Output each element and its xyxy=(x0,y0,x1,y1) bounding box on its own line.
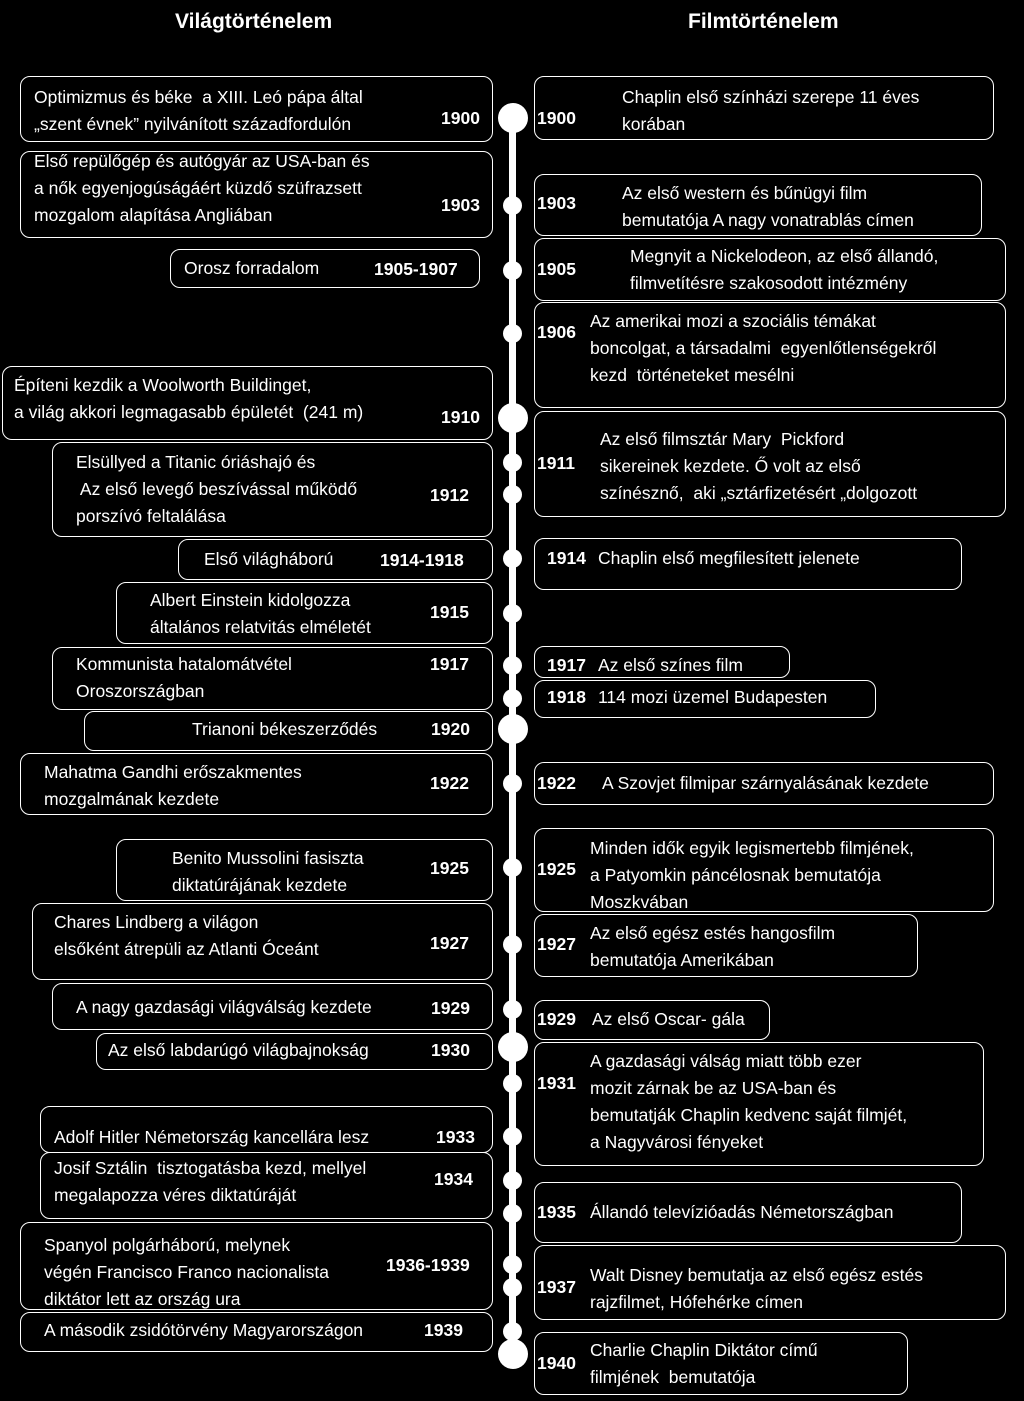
film-event-text-line: mozit zárnak be az USA-ban és xyxy=(590,1078,837,1098)
film-event-text-line: boncolgat, a társadalmi egyenlőtlenségekről xyxy=(590,338,937,358)
film-event-text-line: korában xyxy=(622,114,686,134)
world-event-text-line: általános relatvitás elméletét xyxy=(150,617,371,637)
world-event-text-line: Mahatma Gandhi erőszakmentes xyxy=(44,762,302,782)
film-event-year: 1918 xyxy=(547,687,586,707)
timeline-dot xyxy=(503,1000,522,1019)
world-event-text-line: Albert Einstein kidolgozza xyxy=(150,590,351,610)
film-event-year: 1935 xyxy=(537,1202,576,1222)
world-event-year: 1905-1907 xyxy=(374,259,458,279)
world-event-text-line: „szent évnek” nyilvánított századfordulón xyxy=(34,114,352,134)
timeline-dot xyxy=(503,604,522,623)
film-history-header: Filmtörténelem xyxy=(688,10,839,33)
world-event-text-line: A második zsidótörvény Magyarországon xyxy=(44,1320,364,1340)
film-event-text-line: A gazdasági válság miatt több ezer xyxy=(590,1051,862,1071)
world-event-text-line: Spanyol polgárháború, melynek xyxy=(44,1235,291,1255)
timeline-dot xyxy=(503,656,522,675)
timeline-dot xyxy=(498,1032,528,1062)
film-event-year: 1917 xyxy=(547,655,586,675)
film-event-year: 1929 xyxy=(537,1009,576,1029)
timeline-dot xyxy=(498,403,528,433)
world-event-year: 1917 xyxy=(430,654,469,674)
world-event-text-line: mozgalmának kezdete xyxy=(44,789,220,809)
timeline-dot xyxy=(503,549,522,568)
world-event-year: 1939 xyxy=(424,1320,463,1340)
timeline-dot xyxy=(498,714,528,744)
timeline-dot xyxy=(498,1339,528,1369)
world-event-year: 1920 xyxy=(431,719,470,739)
film-event-text-line: 114 mozi üzemel Budapesten xyxy=(598,687,828,707)
film-event-year: 1903 xyxy=(537,193,576,213)
film-event-text-line: Az első egész estés hangosfilm xyxy=(590,923,836,943)
timeline-dot xyxy=(503,1322,522,1341)
timeline-dot xyxy=(503,1255,522,1274)
film-event-text-line: filmjének bemutatója xyxy=(590,1367,756,1387)
world-event-text-line: Első repülőgép és autógyár az USA-ban és xyxy=(34,151,370,171)
world-event-text-line: Josif Sztálin tisztogatásba kezd, mellyel xyxy=(54,1158,367,1178)
world-event-text-line: megalapozza véres diktatúráját xyxy=(54,1185,297,1205)
film-event-year: 1925 xyxy=(537,859,576,879)
film-event-text-line: Az első western és bűnügyi film xyxy=(622,183,868,203)
world-event-text-line: Építeni kezdik a Woolworth Buildinget, xyxy=(14,375,312,395)
world-event-year: 1930 xyxy=(431,1040,470,1060)
film-event-text-line: Moszkvában xyxy=(590,892,689,912)
film-event-year: 1914 xyxy=(547,548,586,568)
world-event-year: 1903 xyxy=(441,195,480,215)
world-event-text-line: Első világháború xyxy=(204,549,334,569)
world-event-text-line: diktatúrájának kezdete xyxy=(172,875,348,895)
film-event-text-line: Az első Oscar- gála xyxy=(592,1009,745,1029)
film-event-year: 1937 xyxy=(537,1277,576,1297)
world-event-text-line: Optimizmus és béke a XIII. Leó pápa által xyxy=(34,87,363,107)
world-event-text-line: végén Francisco Franco nacionalista xyxy=(44,1262,330,1282)
film-event-year: 1900 xyxy=(537,108,576,128)
world-event-text-line: Trianoni békeszerződés xyxy=(192,719,378,739)
timeline-dot xyxy=(503,261,522,280)
timeline-dot xyxy=(503,485,522,504)
timeline-dot xyxy=(503,858,522,877)
film-event-text-line: Az amerikai mozi a szociális témákat xyxy=(590,311,876,331)
film-event-text-line: Charlie Chaplin Diktátor című xyxy=(590,1340,818,1360)
film-event-text-line: sikereinek kezdete. Ő volt az első xyxy=(600,456,861,476)
film-event-year: 1931 xyxy=(537,1073,576,1093)
world-event-year: 1914-1918 xyxy=(380,550,464,570)
world-event-text-line: elsőként átrepüli az Atlanti Óceánt xyxy=(54,939,319,959)
world-event-year: 1927 xyxy=(430,933,469,953)
film-event-text-line: Az első filmsztár Mary Pickford xyxy=(600,429,845,449)
film-event-text-line: bemutatója Amerikában xyxy=(590,950,774,970)
film-event-year: 1905 xyxy=(537,259,576,279)
world-event-year: 1922 xyxy=(430,773,469,793)
film-event-year: 1922 xyxy=(537,773,576,793)
timeline-dot xyxy=(503,453,522,472)
film-event-text-line: bemutatják Chaplin kedvenc saját filmjét, xyxy=(590,1105,908,1125)
film-event-text-line: rajzfilmet, Hófehérke címen xyxy=(590,1292,803,1312)
world-event-text-line: diktátor lett az ország ura xyxy=(44,1289,241,1309)
timeline-dot xyxy=(503,1074,522,1093)
timeline-dot xyxy=(503,689,522,708)
world-event-text-line: A nagy gazdasági világválság kezdete xyxy=(76,997,372,1017)
world-event-year: 1925 xyxy=(430,858,469,878)
world-event-text-line: Chares Lindberg a világon xyxy=(54,912,259,932)
world-event-text-line: Orosz forradalom xyxy=(184,258,320,278)
film-event-text-line: Walt Disney bemutatja az első egész estés xyxy=(590,1265,923,1285)
world-event-year: 1929 xyxy=(431,998,470,1018)
world-event-text-line: Oroszországban xyxy=(76,681,205,701)
film-event-text-line: Állandó televízióadás Németországban xyxy=(590,1202,894,1222)
timeline-dot xyxy=(503,1204,522,1223)
film-event-text-line: a Nagyvárosi fényeket xyxy=(590,1132,764,1152)
timeline-dot xyxy=(503,1278,522,1297)
world-event-text-line: Kommunista hatalomátvétel xyxy=(76,654,292,674)
world-event-text-line: mozgalom alapítása Angliában xyxy=(34,205,273,225)
world-event-text-line: Elsüllyed a Titanic óriáshajó és xyxy=(76,452,316,472)
film-event-text-line: kezd történeteket mesélni xyxy=(590,365,795,385)
film-event-text-line: színésznő, aki „sztárfizetésért „dolgozott xyxy=(600,483,918,503)
world-event-text-line: Az első levegő beszívással működő xyxy=(76,479,358,499)
world-event-text-line: a világ akkori legmagasabb épületét (241 m) xyxy=(14,402,364,422)
world-event-year: 1936-1939 xyxy=(386,1255,470,1275)
world-event-year: 1910 xyxy=(441,407,480,427)
world-event-text-line: Adolf Hitler Németország kancellára lesz xyxy=(54,1127,370,1147)
world-event-text-line: Az első labdarúgó világbajnokság xyxy=(108,1040,369,1060)
world-event-text-line: Benito Mussolini fasiszta xyxy=(172,848,364,868)
world-event-year: 1915 xyxy=(430,602,469,622)
film-event-text-line: Megnyit a Nickelodeon, az első állandó, xyxy=(630,246,939,266)
timeline-dot xyxy=(503,1171,522,1190)
film-event-year: 1911 xyxy=(537,453,575,473)
world-event-text-line: a nők egyenjogúságáért küzdő szüfrazsett xyxy=(34,178,362,198)
world-event-year: 1934 xyxy=(434,1169,473,1189)
timeline-dot xyxy=(498,103,528,133)
timeline-dot xyxy=(503,324,522,343)
film-event-text-line: Az első színes film xyxy=(598,655,743,675)
film-event-text-line: Minden idők egyik legismertebb filmjének, xyxy=(590,838,914,858)
world-event-year: 1912 xyxy=(430,485,469,505)
world-history-header: Világtörténelem xyxy=(175,10,333,33)
film-event-text-line: Chaplin első megfilesített jelenete xyxy=(598,548,860,568)
film-event-year: 1940 xyxy=(537,1353,576,1373)
film-event-text-line: bemutatója A nagy vonatrablás címen xyxy=(622,210,914,230)
film-event-year: 1927 xyxy=(537,934,576,954)
film-event-year: 1906 xyxy=(537,322,576,342)
film-event-text-line: A Szovjet filmipar szárnyalásának kezdete xyxy=(602,773,929,793)
film-event-text-line: a Patyomkin páncélosnak bemutatója xyxy=(590,865,881,885)
world-event-text-line: porszívó feltalálása xyxy=(76,506,226,526)
timeline-dot xyxy=(503,196,522,215)
timeline-dot xyxy=(503,1127,522,1146)
film-event-text-line: filmvetítésre szakosodott intézmény xyxy=(630,273,908,293)
world-event-year: 1900 xyxy=(441,108,480,128)
film-event-text-line: Chaplin első színházi szerepe 11 éves xyxy=(622,87,920,107)
world-event-year: 1933 xyxy=(436,1127,475,1147)
timeline-dot xyxy=(503,935,522,954)
timeline-dot xyxy=(503,774,522,793)
